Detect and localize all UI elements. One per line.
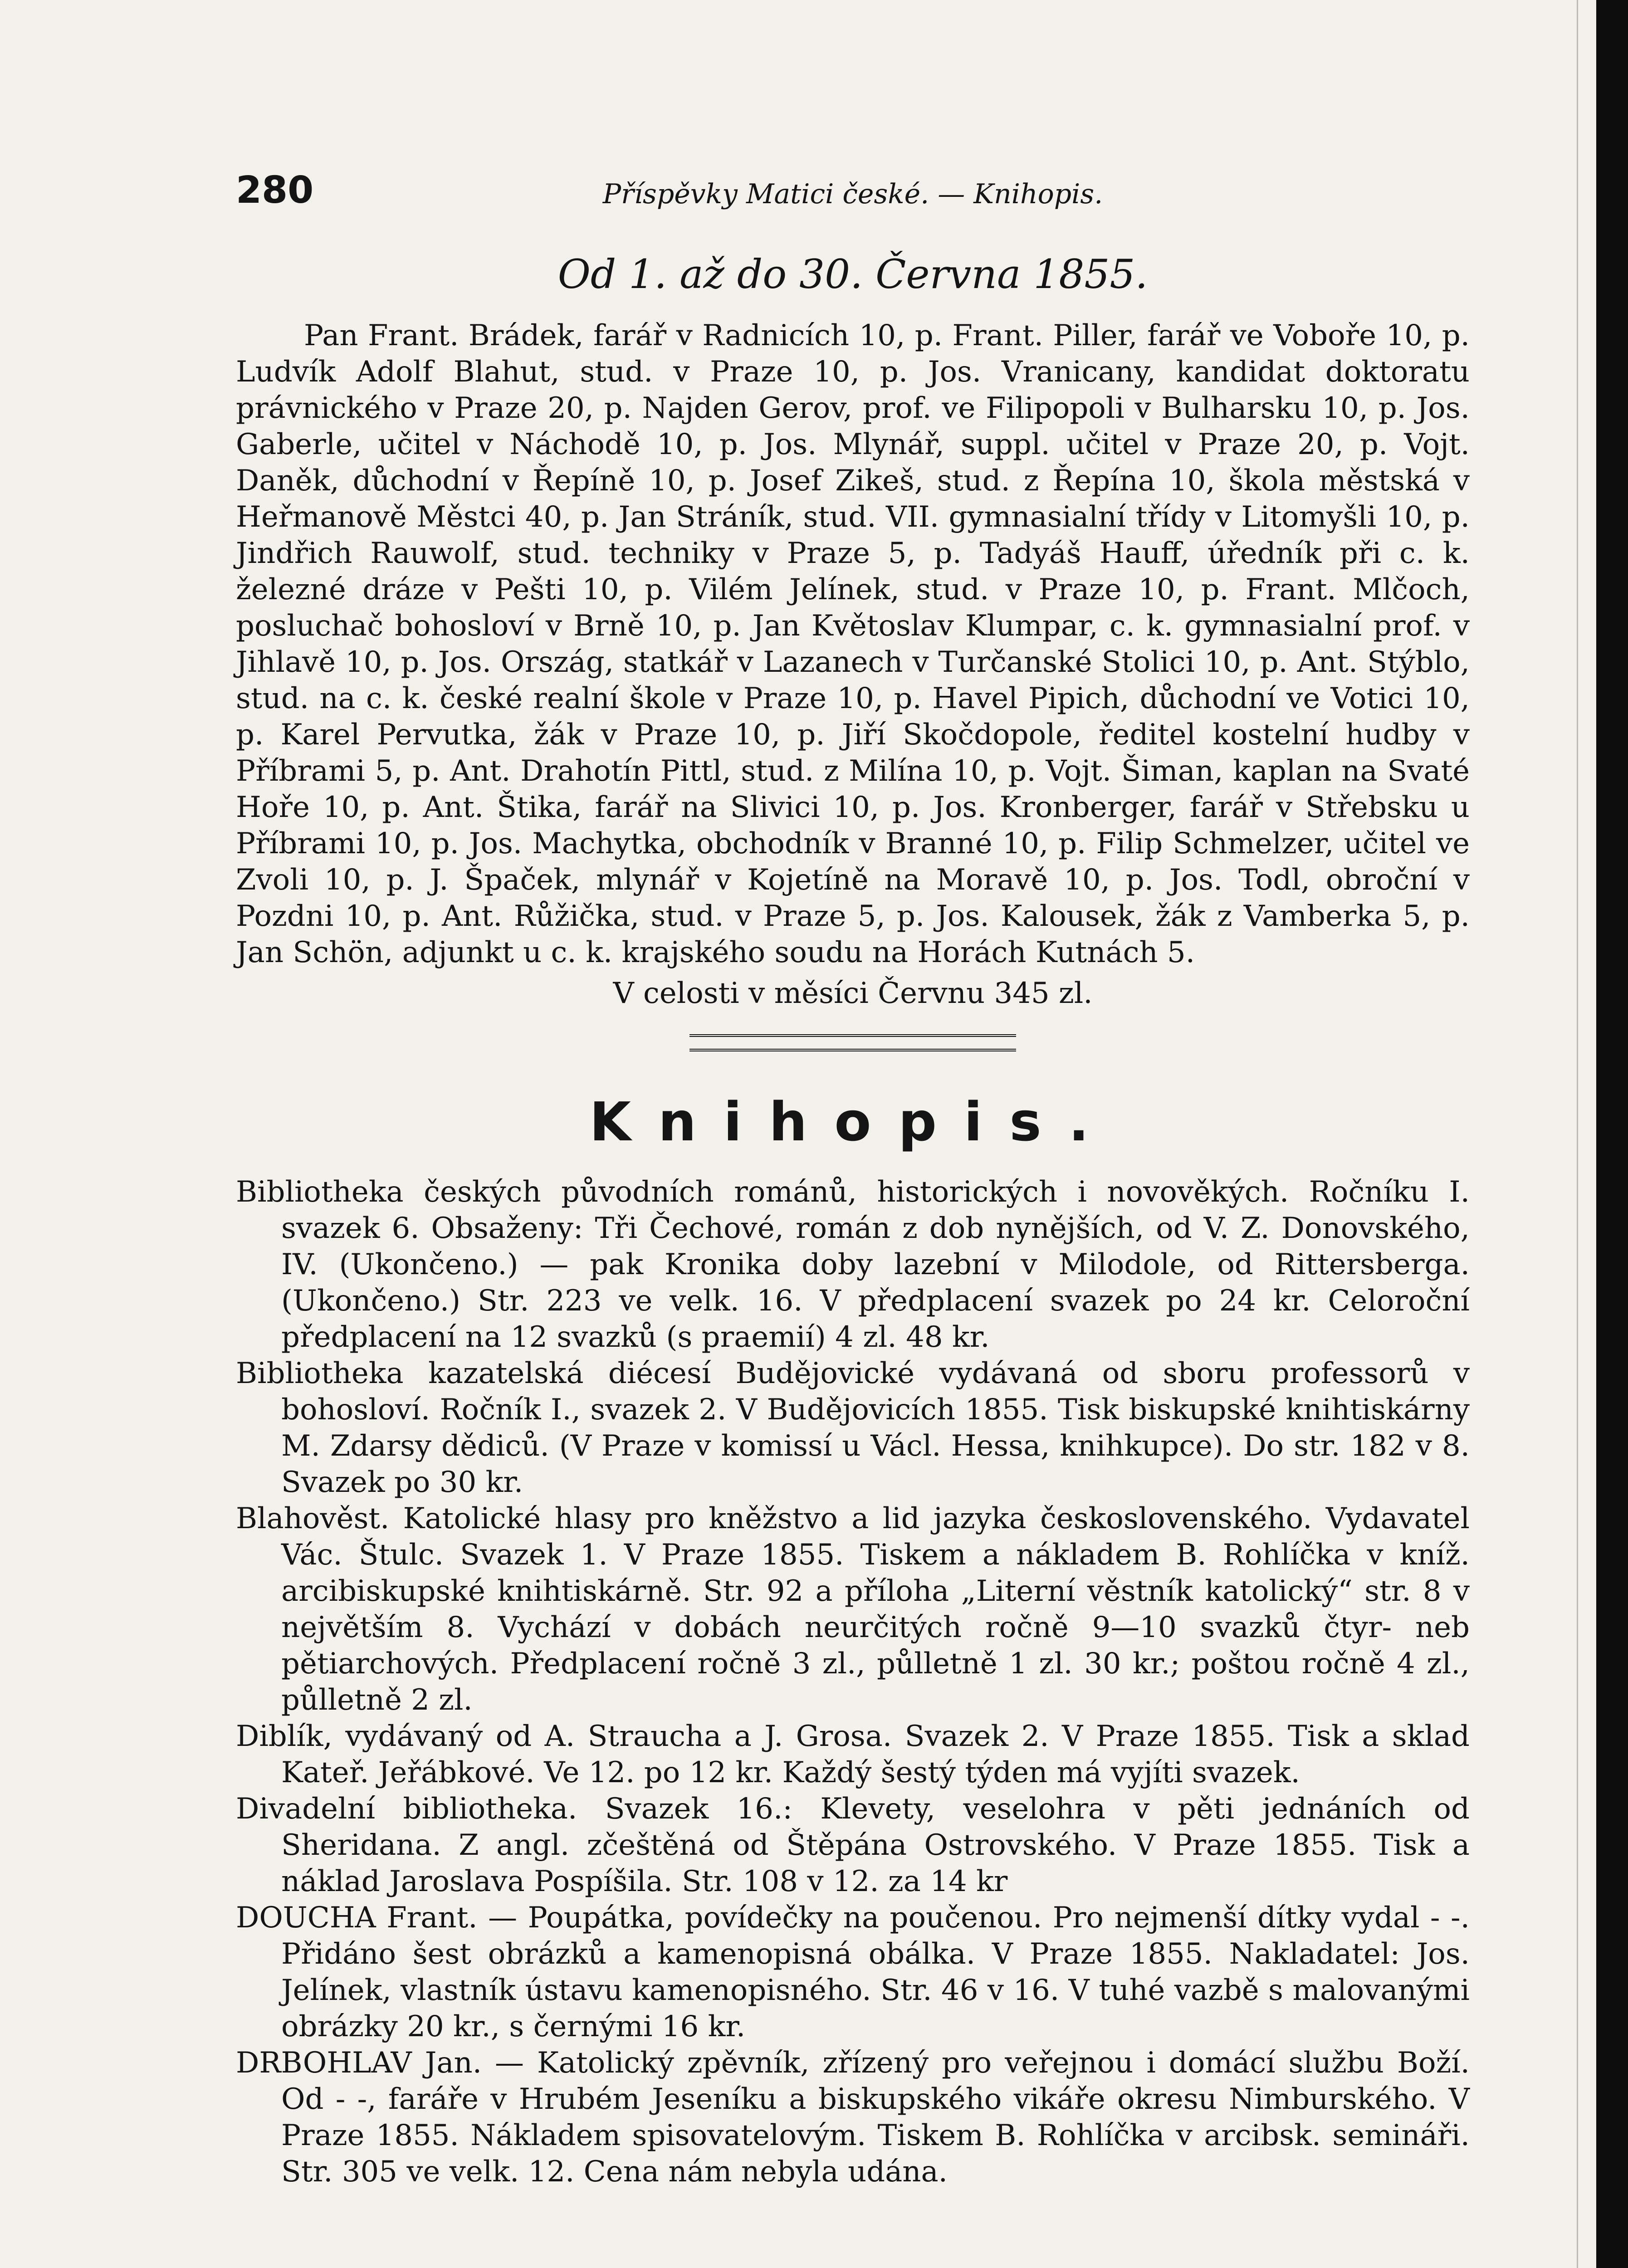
bibliography-entry: Bibliotheka českých původních románů, historických i novověkých. Ročníku I. svazek 6. Obsaženy: Tři Čechové, román z dob nynějších, od V. Z. Donovského, IV. (Ukončeno.) — pak Kronika doby lazební v Milodole, od Rittersberga. (Ukončeno.) Str. 223 ve velk. 16. V předplacení svazek po 24 kr. Celoroční předplacení na 12 svazků (s praemií) 4 zl. 48 kr. [236,1175,1470,1354]
bibliography-entry: DOUCHA Frant. — Poupátka, povídečky na poučenou. Pro nejmenší dítky vydal - -. Přidáno šest obrázků a kamenopisná obálka. V Praze 1855. Nakladatel: Jos. Jelínek, vlastník ústavu kamenopisného. Str. 46 v 16. V tuhé vazbě s malovanými obrázky 20 kr., s černými 16 kr. [236,1901,1470,2043]
page-number: 280 [236,169,314,212]
knihopis-heading: Knihopis. [589,1090,1116,1153]
bibliography-entry: Blahověst. Katolické hlasy pro kněžstvo a lid jazyka československého. Vydavatel Vác. Štulc. Svazek 1. V Praze 1855. Tiskem a nákladem B. Rohlíčka v kníž. arcibiskupské knihtiskárně. Str. 92 a příloha „Literní věstník katolický“ str. 8 v největším 8. Vychází v dobách neurčitých ročně 9—10 svazků čtyr- neb pětiarchových. Předplacení ročně 3 zl., půlletně 1 zl. 30 kr.; poštou ročně 4 zl., půlletně 2 zl. [236,1502,1470,1717]
double-rule-divider [689,1034,1016,1051]
bibliography-entry: DRBOHLAV Jan. — Katolický zpěvník, zřízený pro veřejnou i domácí službu Boží. Od - -, faráře v Hrubém Jeseníku a biskupského vikáře okresu Nimburského. V Praze 1855. Nákladem spisovatelovým. Tiskem B. Rohlíčka v arcibsk. semináři. Str. 305 ve velk. 12. Cena nám nebyla udána. [236,2046,1470,2189]
contributors-paragraph: Pan Frant. Brádek, farář v Radnicích 10, p. Frant. Piller, farář ve Voboře 10, p. Ludvík Adolf Blahut, stud. v Praze 10, p. Jos. Vranicany, kandidat doktoratu právnického v Praze 20, p. Najden Gerov, prof. ve Filipopoli v Bulharsku 10, p. Jos. Gaberle, učitel v Náchodě 10, p. Jos. Mlynář, suppl. učitel v Praze 20, p. Vojt. Daněk, důchodní v Řepíně 10, p. Josef Zikeš, stud. z Řepína 10, škola městská v Heřmanově Městci 40, p. Jan Stráník, stud. VII. gymnasialní třídy v Litomyšli 10, p. Jindřich Rauwolf, stud. techniky v Praze 5, p. Tadyáš Hauff, úředník při c. k. železné dráze v Pešti 10, p. Vilém Jelínek, stud. v Praze 10, p. Frant. Mlčoch, posluchač bohosloví v Brně 10, p. Jan Květoslav Klumpar, c. k. gymnasialní prof. v Jihlavě 10, p. Jos. Ország, statkář v Lazanech v Turčanské Stolici 10, p. Ant. Stýblo, stud. na c. k. české realní škole v Praze 10, p. Havel Pipich, důchodní ve Votici 10, p. Karel Pervutka, žák v Praze 10, p. Jiří Skočdopole, ředitel kostelní hudby v Příbrami 5, p. Ant. Drahotín Pittl, stud. z Milína 10, p. Vojt. Šiman, kaplan na Svaté Hoře 10, p. Ant. Štika, farář na Slivici 10, p. Jos. Kronberger, farář v Střebsku u Příbrami 10, p. Jos. Machytka, obchodník v Branné 10, p. Filip Schmelzer, učitel ve Zvoli 10, p. J. Špaček, mlynář v Kojetíně na Moravě 10, p. Jos. Todl, obroční v Pozdni 10, p. Ant. Růžička, stud. v Praze 5, p. Jos. Kalousek, žák z Vamberka 5, p. Jan Schön, adjunkt u c. k. krajského soudu na Horách Kutnách 5. [236,319,1470,969]
total-summary: V celosti v měsíci Červnu 345 zl. [613,977,1093,1010]
bibliography-entry: Bibliotheka kazatelská diécesí Budějovické vydávaná od sboru professorů v bohosloví. Ročník I., svazek 2. V Budějovicích 1855. Tisk biskupské knihtiskárny M. Zdarsy dědiců. (V Praze v komissí u Václ. Hessa, knihkupce). Do str. 182 v 8. Svazek po 30 kr. [236,1357,1470,1499]
running-head: Příspěvky Matici české. — Knihopis. [602,178,1103,210]
page-edge-line [1577,0,1578,2268]
page-header [236,169,1470,222]
bibliography-entry: Diblík, vydávaný od A. Straucha a J. Grosa. Svazek 2. V Praze 1855. Tisk a sklad Kateř. Jeřábkové. Ve 12. po 12 kr. Každý šestý týden má vyjíti svazek. [236,1720,1470,1789]
book-page [236,169,1470,2190]
bibliography-entry: Divadelní bibliotheka. Svazek 16.: Klevety, veselohra v pěti jednáních od Sheridana. Z angl. zčeštěná od Štěpána Ostrovského. V Praze 1855. Tisk a náklad Jaroslava Pospíšila. Str. 108 v 12. za 14 kr [236,1792,1470,1898]
scan-border [1596,0,1628,2268]
section-title: Od 1. až do 30. Června 1855. [557,251,1148,298]
